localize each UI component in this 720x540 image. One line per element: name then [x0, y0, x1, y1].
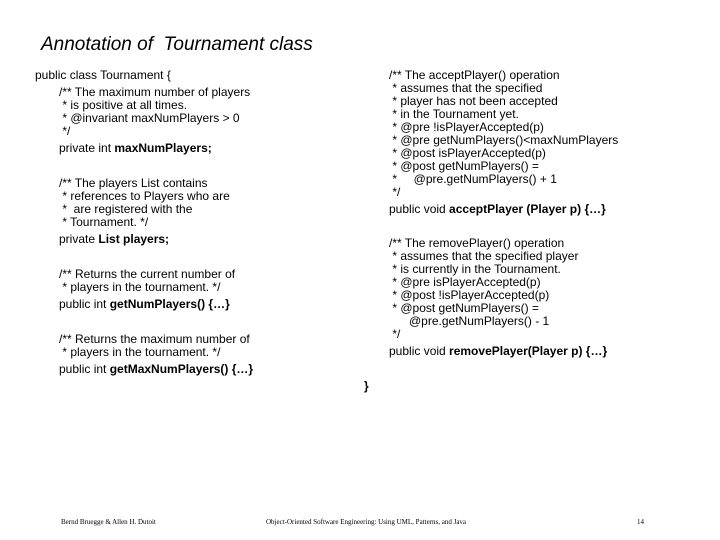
- comment-line: */: [59, 124, 71, 138]
- comment-line: * @pre getNumPlayers()<maxNumPlayers: [389, 133, 619, 147]
- footer-book-title: Object-Oriented Software Engineering: Using UML, Patterns, and Java: [266, 518, 467, 526]
- comment-line: * @post isPlayerAccepted(p): [389, 146, 546, 160]
- comment-line: * @pre isPlayerAccepted(p): [389, 275, 541, 289]
- field-modifier: private: [59, 232, 99, 246]
- comment-line: * Tournament. */: [59, 215, 149, 229]
- comment-line: /** The maximum number of players: [59, 85, 251, 99]
- comment-line: * assumes that the specified: [389, 81, 543, 95]
- method-modifier: public void: [389, 202, 450, 216]
- comment-line: /** The removePlayer() operation: [389, 236, 565, 250]
- comment-line: * @invariant maxNumPlayers > 0: [59, 111, 240, 125]
- comment-line: /** Returns the current number of: [59, 267, 236, 281]
- closing-brace: }: [364, 379, 369, 393]
- comment-line: * in the Tournament yet.: [389, 107, 519, 121]
- field-name: maxNumPlayers;: [114, 141, 212, 155]
- comment-line: * is positive at all times.: [59, 98, 188, 112]
- comment-line: */: [389, 327, 401, 341]
- comment-line: * @post !isPlayerAccepted(p): [389, 288, 550, 302]
- slide-title: Annotation of Tournament class: [41, 34, 313, 55]
- method-get-max-num-players: [59, 363, 253, 376]
- comment-line: * references to Players who are: [59, 189, 230, 203]
- method-get-num-players: [59, 298, 230, 311]
- method-name: getNumPlayers() {…}: [109, 297, 230, 311]
- field-modifier: private int: [59, 141, 115, 155]
- comment-line: * @post getNumPlayers() =: [389, 159, 539, 173]
- method-modifier: public int: [59, 297, 110, 311]
- method-name: acceptPlayer (Player p) {…}: [449, 202, 606, 216]
- class-declaration: public class Tournament {: [35, 68, 171, 82]
- footer-page-number: 14: [637, 518, 644, 526]
- method-accept-player: [389, 203, 606, 216]
- method-modifier: public int: [59, 362, 110, 376]
- comment-line: * @pre !isPlayerAccepted(p): [389, 120, 544, 134]
- comment-line: /** Returns the maximum number of: [59, 332, 250, 346]
- field-name: List players;: [98, 232, 170, 246]
- method-name: getMaxNumPlayers() {…}: [109, 362, 254, 376]
- method-remove-player: [389, 345, 607, 358]
- comment-line: * player has not been accepted: [389, 94, 558, 108]
- comment-line: * is currently in the Tournament.: [389, 262, 561, 276]
- method-name: removePlayer(Player p) {…}: [449, 344, 608, 358]
- comment-line: * players in the tournament. */: [59, 345, 221, 359]
- comment-line: * @pre.getNumPlayers() + 1: [389, 172, 557, 186]
- comment-line: /** The acceptPlayer() operation: [389, 68, 560, 82]
- field-max-num-players: [59, 142, 212, 155]
- comment-line: * players in the tournament. */: [59, 280, 221, 294]
- comment-line: */: [389, 185, 401, 199]
- footer-authors: Bernd Bruegge & Allen H. Dutoit: [61, 518, 156, 526]
- comment-line: @pre.getNumPlayers() - 1: [389, 314, 550, 328]
- comment-line: /** The players List contains: [59, 176, 208, 190]
- comment-line: * are registered with the: [59, 202, 193, 216]
- comment-line: * @post getNumPlayers() =: [389, 301, 539, 315]
- method-modifier: public void: [389, 344, 450, 358]
- comment-line: * assumes that the specified player: [389, 249, 579, 263]
- field-players: [59, 233, 169, 246]
